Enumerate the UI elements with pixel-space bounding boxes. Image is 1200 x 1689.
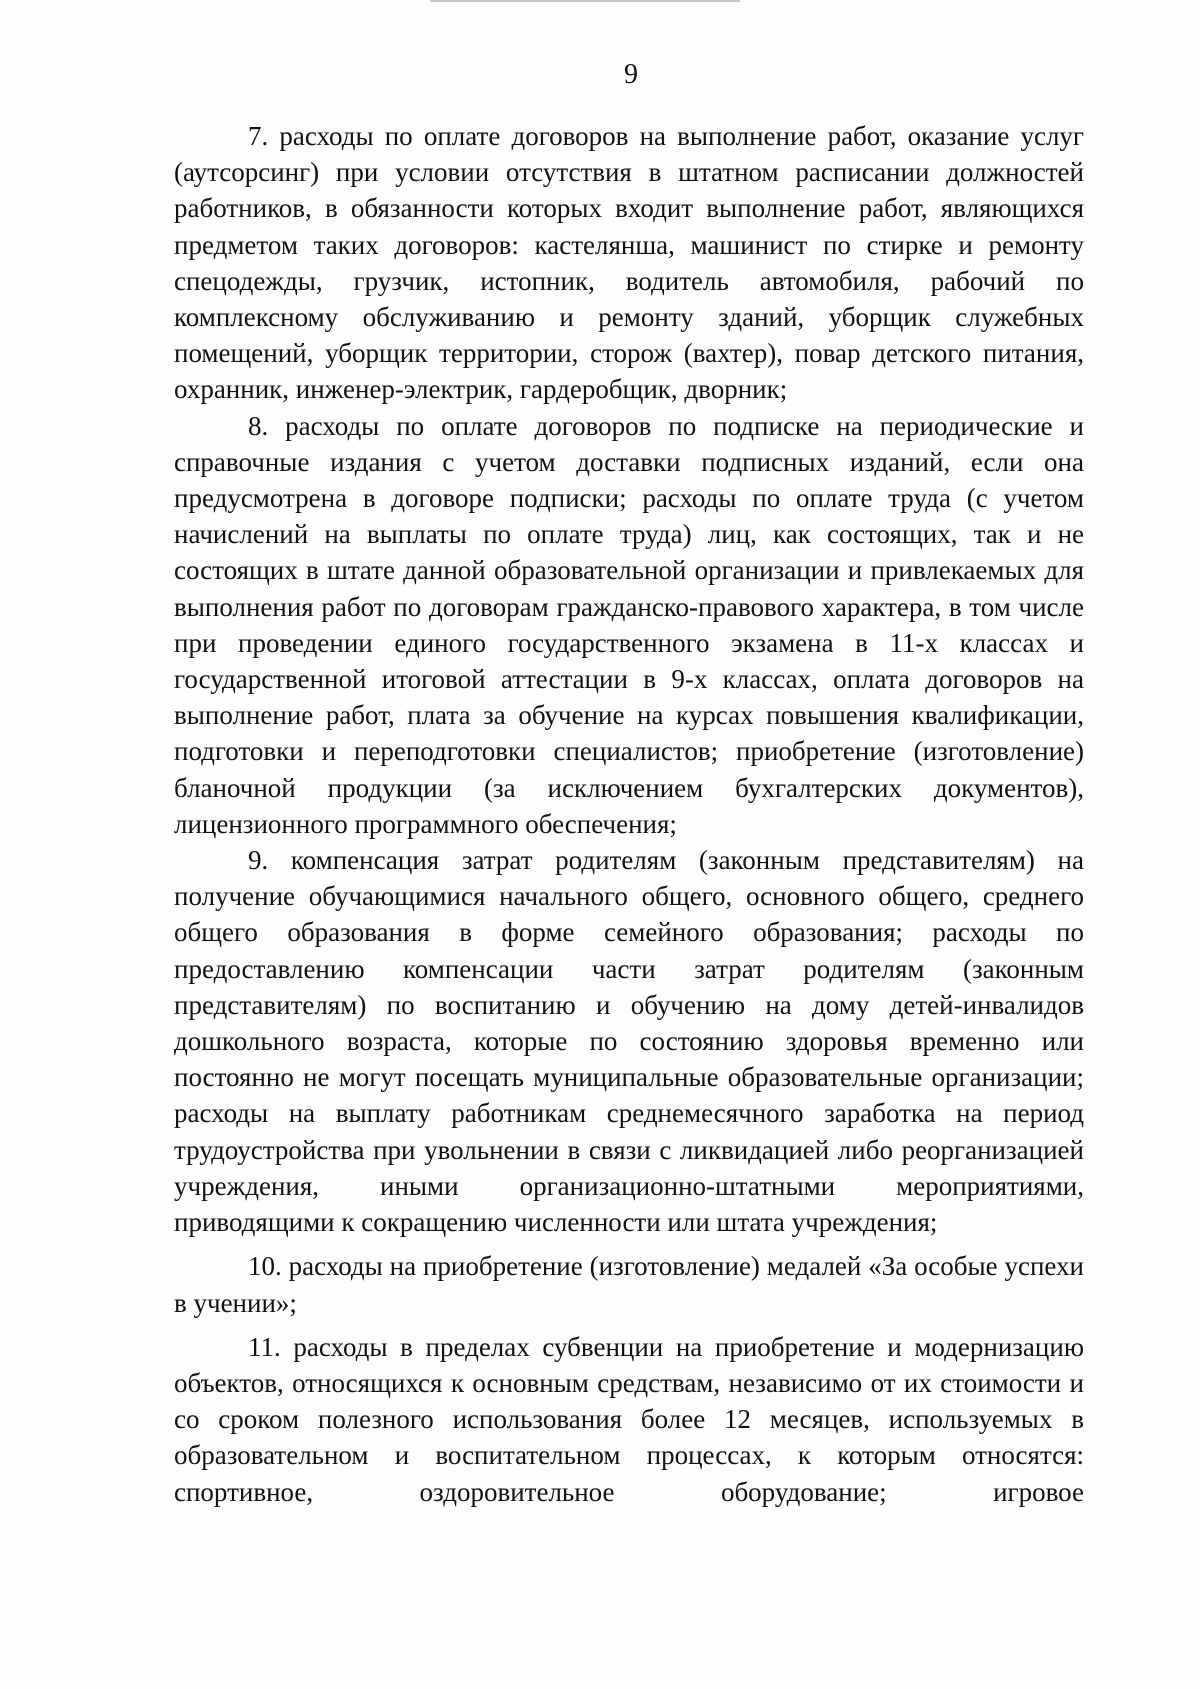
page-number: 9 (624, 59, 638, 90)
paragraph-11: 11. расходы в пределах субвенции на приобретение и модернизацию объектов, относящихся к основным средствам, независимо от их стоимости и со сроком полезного использования более 12 месяцев, используемых в образовательном и воспитательном процессах, к которым относятся: спортивное, оздоровительное оборудование; игровое (174, 1331, 1084, 1507)
paragraph-9: 9. компенсация затрат родителям (законным представителям) на получение обучающимися начального общего, основного общего, среднего общего образования в форме семейного образования; расходы по предоставлению компенсации части затрат родителям (законным представителям) по воспитанию и обучению на дому детей-инвалидов дошкольного возраста, которые по состоянию здоровья временно или постоянно не могут посещать муниципальные образовательные организации; расходы на выплату работникам среднемесячного заработка на период трудоустройства при увольнении в связи с ликвидацией либо реорганизацией учреждения, иными организационно-штатными мероприятиями, приводящими к сокращению численности или штата учреждения; (174, 845, 1084, 1238)
scan-edge-line (430, 0, 740, 2)
paragraph-10: 10. расходы на приобретение (изготовление) медалей «За особые успехи в учении»; (174, 1251, 1084, 1318)
paragraph-7: 7. расходы по оплате договоров на выполнение работ, оказание услуг (аутсорсинг) при условии отсутствия в штатном расписании должностей работников, в обязанности которых входит выполнение работ, являющихся предметом таких договоров: кастелянша, машинист по стирке и ремонту спецодежды, грузчик, истопник, водитель автомобиля, рабочий по комплексному обслуживанию и ремонту зданий, уборщик служебных помещений, уборщик территории, сторож (вахтер), повар детского питания, охранник, инженер-электрик, гардеробщик, дворник; (174, 121, 1084, 405)
document-body (174, 118, 1084, 1510)
paragraph-8: 8. расходы по оплате договоров по подписке на периодические и справочные издания с учетом доставки подписных изданий, если она предусмотрена в договоре подписки; расходы по оплате труда (с учетом начислений на выплаты по оплате труда) лиц, как состоящих, так и не состоящих в штате данной образовательной организации и привлекаемых для выполнения работ по договорам гражданско-правового характера, в том числе при проведении единого государственного экзамена в 11-х классах и государственной итоговой аттестации в 9-х классах, оплата договоров на выполнение работ, плата за обучение на курсах повышения квалификации, подготовки и переподготовки специалистов; приобретение (изготовление) бланочной продукции (за исключением бухгалтерских документов), лицензионного программного обеспечения; (174, 410, 1084, 839)
